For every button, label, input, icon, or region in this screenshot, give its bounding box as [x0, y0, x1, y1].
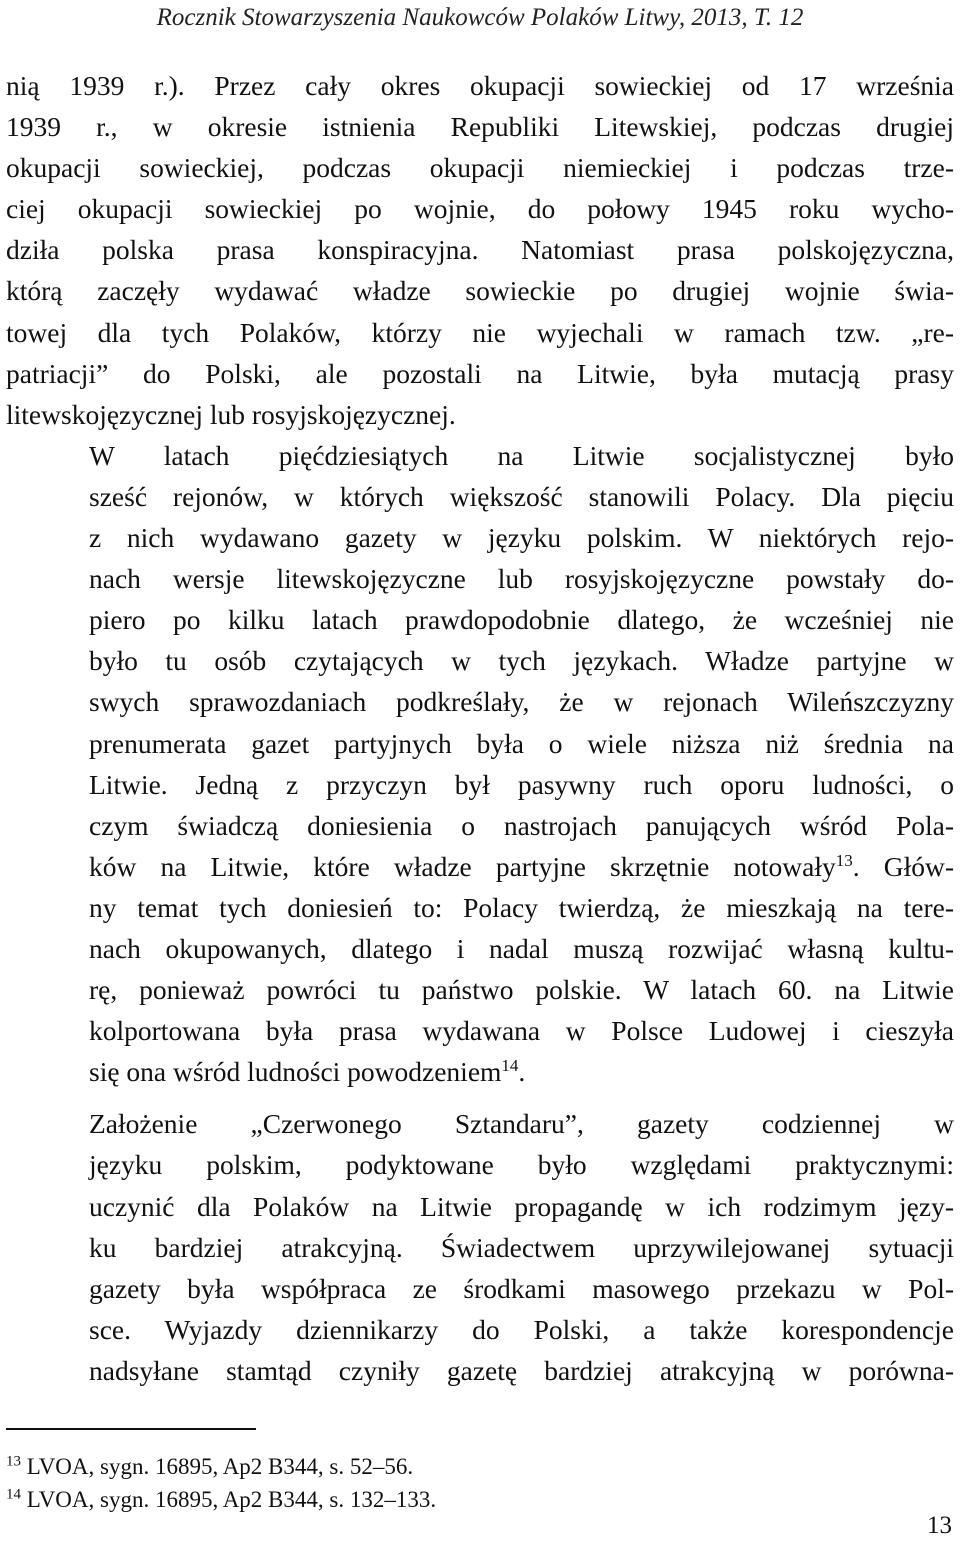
text-line: piero po kilku latach prawdopodobnie dlatego, że wcześniej nie	[89, 604, 954, 636]
footnote-reference[interactable]: 13	[835, 850, 853, 870]
page-number: 13	[927, 1512, 952, 1539]
text-line: patriacji” do Polski, ale pozostali na Litwie, była mutacją prasy	[6, 357, 954, 389]
text-line: W latach pięćdziesiątych na Litwie socjalistycznej było	[89, 439, 954, 471]
text-line: rę, ponieważ powróci tu państwo polskie. W latach 60. na Litwie	[89, 974, 954, 1006]
footnote-14	[6, 1483, 954, 1516]
paragraph-1	[6, 65, 954, 435]
text-line	[6, 846, 954, 887]
footnote-number: 13	[6, 1453, 21, 1470]
paragraph-3	[6, 1103, 954, 1391]
paragraph-2	[6, 435, 954, 1093]
text-line: dziła polska prasa konspiracyjna. Natomiast prasa polskojęzyczna,	[6, 234, 954, 266]
footnote-reference[interactable]: 14	[501, 1056, 519, 1076]
text-line: sześć rejonów, w których większość stanowili Polacy. Dla pięciu	[89, 480, 954, 512]
text-line: czym świadczą doniesienia o nastrojach panujących wśród Pola-	[89, 809, 954, 841]
text-line: nach okupowanych, dlatego i nadal muszą rozwijać własną kultu-	[89, 932, 954, 964]
footnotes	[6, 1450, 954, 1516]
text-line: towej dla tych Polaków, którzy nie wyjechali w ramach tzw. „re-	[6, 316, 954, 348]
text-line: okupacji sowieckiej, podczas okupacji niemieckiej i podczas trze-	[6, 152, 954, 184]
footnote-13	[6, 1450, 954, 1483]
text-line: nią 1939 r.). Przez cały okres okupacji sowieckiej od 17 września	[6, 70, 954, 101]
line-text: się ona wśród ludności powodzeniem	[89, 1056, 502, 1088]
body-text	[6, 65, 954, 1391]
text-line: litewskojęzycznej lub rosyjskojęzycznej.	[6, 398, 456, 430]
text-line: języku polskim, podyktowane było względami praktycznymi:	[89, 1149, 954, 1181]
footnote-number: 14	[6, 1486, 21, 1503]
text-line: prenumerata gazet partyjnych była o wiele niższa niż średnia na	[89, 727, 954, 759]
text-line: 1939 r., w okresie istnienia Republiki Litewskiej, podczas drugiej	[6, 111, 954, 143]
line-text: ków na Litwie, które władze partyjne skrzętnie notowały	[89, 850, 836, 882]
text-line: z nich wydawano gazety w języku polskim. W niektórych rejo-	[89, 522, 954, 554]
text-line: ciej okupacji sowieckiej po wojnie, do połowy 1945 roku wycho-	[6, 193, 954, 225]
text-line: którą zaczęły wydawać władze sowieckie po drugiej wojnie świa-	[6, 275, 954, 307]
footnote-separator	[6, 1428, 256, 1430]
text-line: kolportowana była prasa wydawana w Polsce Ludowej i cieszyła	[89, 1015, 954, 1047]
footnote-text: LVOA, sygn. 16895, Ap2 B344, s. 52–56.	[21, 1454, 414, 1479]
text-line: Litwie. Jedną z przyczyn był pasywny ruch oporu ludności, o	[89, 768, 954, 800]
text-line: ku bardziej atrakcyjną. Świadectwem uprzywilejowanej sytuacji	[89, 1231, 954, 1263]
text-line: Założenie „Czerwonego Sztandaru”, gazety codziennej w	[89, 1108, 954, 1140]
line-text: . Głów-	[852, 850, 954, 882]
text-line: ny temat tych doniesień to: Polacy twierdzą, że mieszkają na tere-	[89, 891, 954, 923]
footnote-text: LVOA, sygn. 16895, Ap2 B344, s. 132–133.	[21, 1487, 437, 1512]
text-line: nach wersje litewskojęzyczne lub rosyjskojęzyczne powstały do-	[89, 563, 954, 595]
text-line: uczynić dla Polaków na Litwie propagandę w ich rodzimym języ-	[89, 1190, 954, 1222]
line-text: .	[518, 1056, 526, 1088]
text-line: swych sprawozdaniach podkreślały, że w rejonach Wileńszczyzny	[89, 686, 954, 718]
text-line: nadsyłane stamtąd czyniły gazetę bardziej atrakcyjną w porówna-	[89, 1354, 954, 1386]
running-header: Rocznik Stowarzyszenia Naukowców Polaków Litwy, 2013, T. 12	[156, 4, 804, 31]
text-line: sce. Wyjazdy dziennikarzy do Polski, a także korespondencje	[89, 1313, 954, 1345]
text-line: gazety była współpraca ze środkami masowego przekazu w Pol-	[89, 1272, 954, 1304]
text-line	[6, 1051, 954, 1092]
text-line: było tu osób czytających w tych językach. Władze partyjne w	[89, 645, 954, 677]
